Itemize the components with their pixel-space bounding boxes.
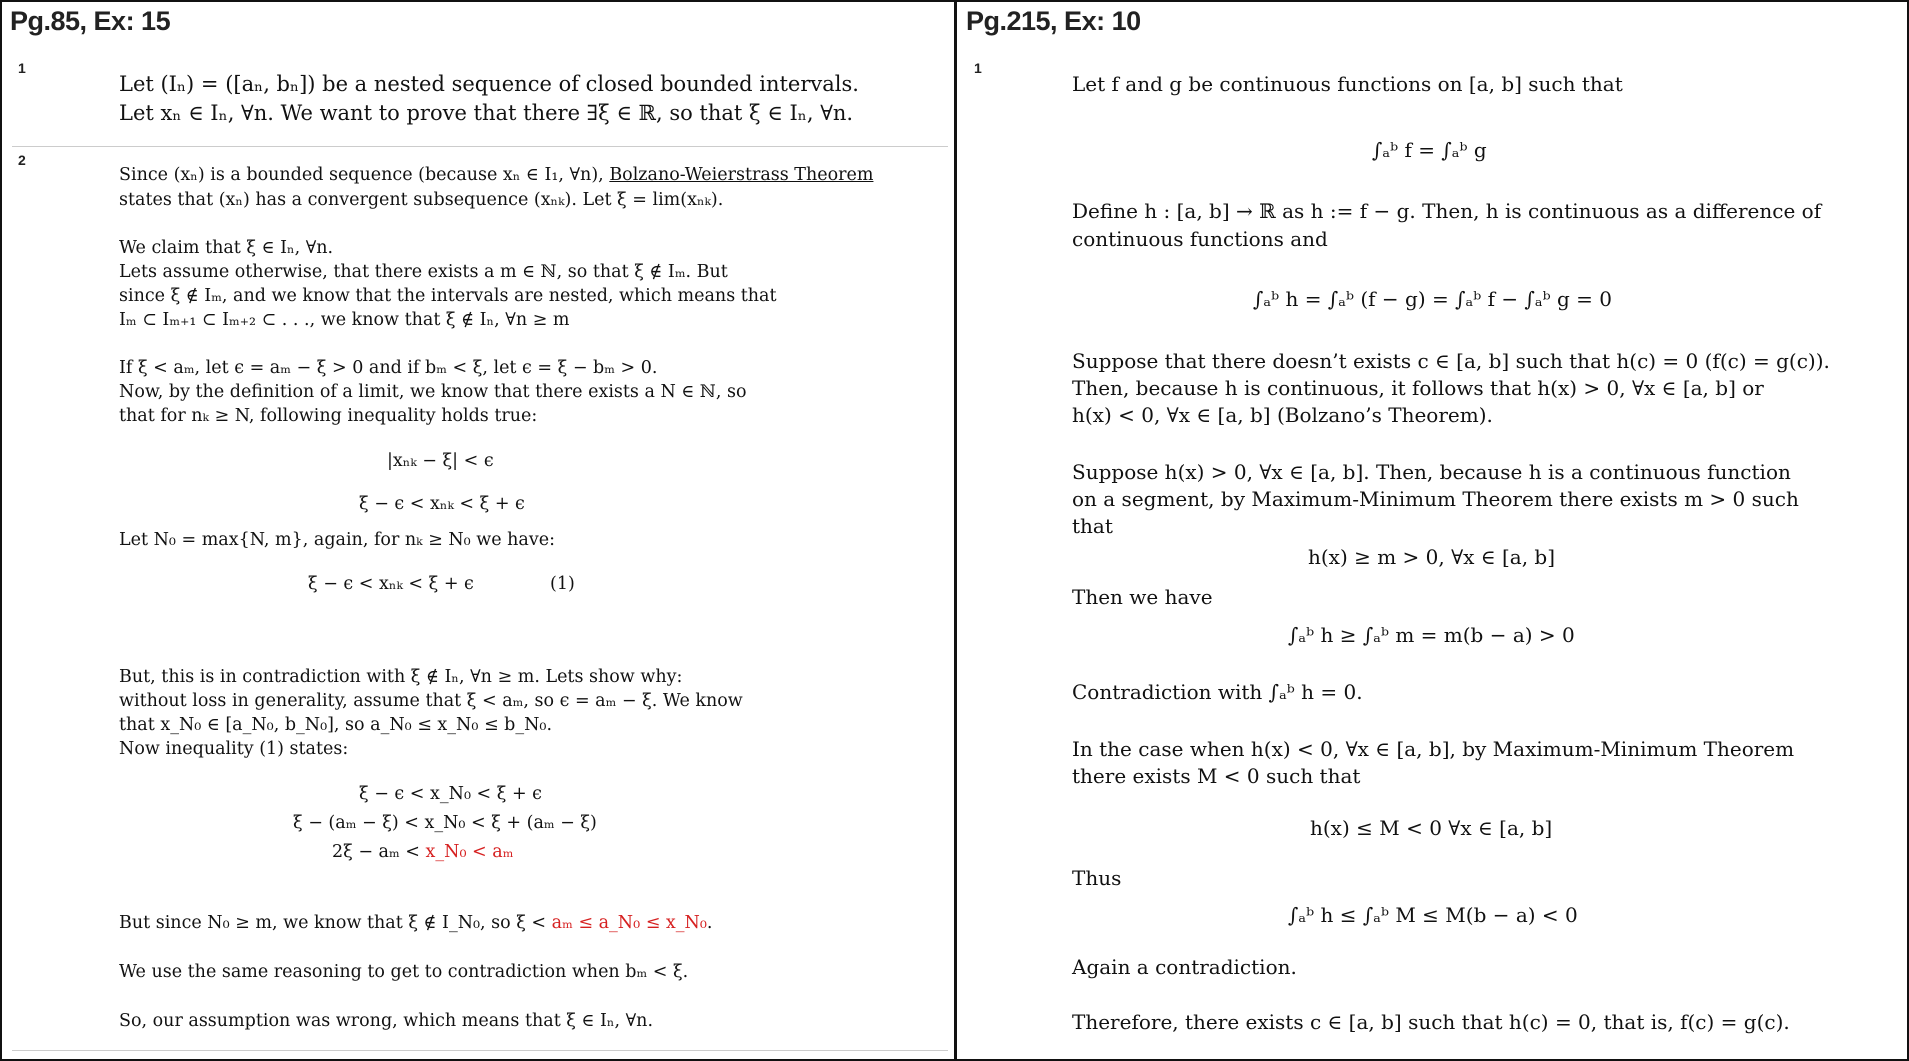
equation: h(x) ≤ M < 0 ∀x ∈ [a, b] [1310, 816, 1553, 840]
text-span: Since (xₙ) is a bounded sequence (because xₙ ∈ I₁, ∀n), [119, 165, 604, 185]
text-span: But since N₀ ≥ m, we know that ξ ∉ I_N₀, so ξ < [119, 913, 547, 933]
text-line: Now, by the definition of a limit, we know that there exists a N ∈ ℕ, so [119, 382, 747, 402]
text-line: that [1072, 514, 1113, 538]
equation-tag: (1) [550, 574, 575, 594]
text-line: Define h : [a, b] → ℝ as h := f − g. Then, h is continuous as a difference of [1072, 199, 1822, 223]
cell-number: 1 [18, 60, 26, 76]
text-line: on a segment, by Maximum-Minimum Theorem there exists m > 0 such [1072, 487, 1799, 511]
equation: ∫ₐᵇ h ≤ ∫ₐᵇ M ≤ M(b − a) < 0 [1288, 903, 1578, 927]
text-line: h(x) < 0, ∀x ∈ [a, b] (Bolzano’s Theorem). [1072, 403, 1493, 427]
cell-number: 1 [974, 60, 982, 76]
equation: ∫ₐᵇ h ≥ ∫ₐᵇ m = m(b − a) > 0 [1288, 623, 1575, 647]
text-line: Let xₙ ∈ Iₙ, ∀n. We want to prove that there ∃ξ ∈ ℝ, so that ξ ∈ Iₙ, ∀n. [119, 101, 854, 125]
cell-separator [12, 1050, 948, 1051]
text-line: Suppose that there doesn’t exists c ∈ [a, b] such that h(c) = 0 (f(c) = g(c)). [1072, 349, 1830, 373]
left-page-title: Pg.85, Ex: 15 [10, 6, 171, 36]
text-line: If ξ < aₘ, let ϵ = aₘ − ξ > 0 and if bₘ < ξ, let ϵ = ξ − bₘ > 0. [119, 358, 658, 378]
text-line: But, this is in contradiction with ξ ∉ Iₙ, ∀n ≥ m. Lets show why: [119, 667, 683, 687]
text-line: Now inequality (1) states: [119, 739, 349, 759]
equation: ∫ₐᵇ f = ∫ₐᵇ g [1372, 138, 1487, 162]
highlighted-term: x_N₀ < aₘ [425, 842, 514, 862]
panel-divider [954, 0, 957, 1061]
text-line [119, 165, 873, 185]
text-line: In the case when h(x) < 0, ∀x ∈ [a, b], by Maximum-Minimum Theorem [1072, 737, 1795, 761]
text-span: . [706, 913, 713, 933]
text-line: Let f and g be continuous functions on [a, b] such that [1072, 72, 1623, 96]
text-line: So, our assumption was wrong, which means that ξ ∈ Iₙ, ∀n. [119, 1011, 654, 1031]
text-line: Contradiction with ∫ₐᵇ h = 0. [1072, 680, 1363, 704]
equation: h(x) ≥ m > 0, ∀x ∈ [a, b] [1308, 545, 1556, 569]
text-line: Thus [1072, 866, 1122, 890]
text-line: Therefore, there exists c ∈ [a, b] such that h(c) = 0, that is, f(c) = g(c). [1072, 1010, 1790, 1034]
equation: ∫ₐᵇ h = ∫ₐᵇ (f − g) = ∫ₐᵇ f − ∫ₐᵇ g = 0 [1253, 287, 1612, 311]
text-line: Iₘ ⊂ Iₘ₊₁ ⊂ Iₘ₊₂ ⊂ . . ., we know that ξ ∉ Iₙ, ∀n ≥ m [119, 310, 570, 330]
equation: ξ − (aₘ − ξ) < x_N₀ < ξ + (aₘ − ξ) [293, 813, 597, 833]
text-line: that for nₖ ≥ N, following inequality holds true: [119, 406, 538, 426]
text-line: Again a contradiction. [1072, 955, 1297, 979]
text-line: states that (xₙ) has a convergent subsequence (xₙₖ). Let ξ = lim(xₙₖ). [119, 190, 724, 210]
theorem-reference: Bolzano-Weierstrass Theorem [609, 165, 874, 185]
text-line: We use the same reasoning to get to contradiction when bₘ < ξ. [119, 962, 689, 982]
text-line: Suppose h(x) > 0, ∀x ∈ [a, b]. Then, because h is a continuous function [1072, 460, 1791, 484]
right-page-title: Pg.215, Ex: 10 [966, 6, 1141, 36]
cell-separator [12, 146, 948, 147]
text-line: We claim that ξ ∈ Iₙ, ∀n. [119, 238, 334, 258]
equation: |xₙₖ − ξ| < ϵ [387, 451, 494, 471]
text-line: without loss in generality, assume that ξ < aₘ, so ϵ = aₘ − ξ. We know [119, 691, 743, 711]
text-line: that x_N₀ ∈ [a_N₀, b_N₀], so a_N₀ ≤ x_N₀ ≤ b_N₀. [119, 715, 553, 735]
equation: ξ − ϵ < x_N₀ < ξ + ϵ [359, 784, 542, 804]
cell-number: 2 [18, 152, 26, 168]
equation: ξ − ϵ < xₙₖ < ξ + ϵ [359, 494, 525, 514]
text-line: Then we have [1072, 585, 1213, 609]
text-line: Let (Iₙ) = ([aₙ, bₙ]) be a nested sequence of closed bounded intervals. [119, 72, 859, 96]
text-line: Lets assume otherwise, that there exists a m ∈ ℕ, so that ξ ∉ Iₘ. But [119, 262, 728, 282]
text-line: since ξ ∉ Iₘ, and we know that the intervals are nested, which means that [119, 286, 777, 306]
left-panel [2, 0, 954, 1061]
equation-part: 2ξ − aₘ < [332, 842, 420, 862]
text-line: Then, because h is continuous, it follows that h(x) > 0, ∀x ∈ [a, b] or [1072, 376, 1764, 400]
text-line: Let N₀ = max{N, m}, again, for nₖ ≥ N₀ we have: [119, 530, 555, 550]
equation: ξ − ϵ < xₙₖ < ξ + ϵ [308, 574, 474, 594]
text-line: there exists M < 0 such that [1072, 764, 1361, 788]
text-line: continuous functions and [1072, 227, 1328, 251]
highlighted-term: aₘ ≤ a_N₀ ≤ x_N₀ [551, 913, 707, 933]
equation [332, 842, 513, 862]
text-line [119, 913, 712, 933]
right-panel [958, 0, 1907, 1061]
